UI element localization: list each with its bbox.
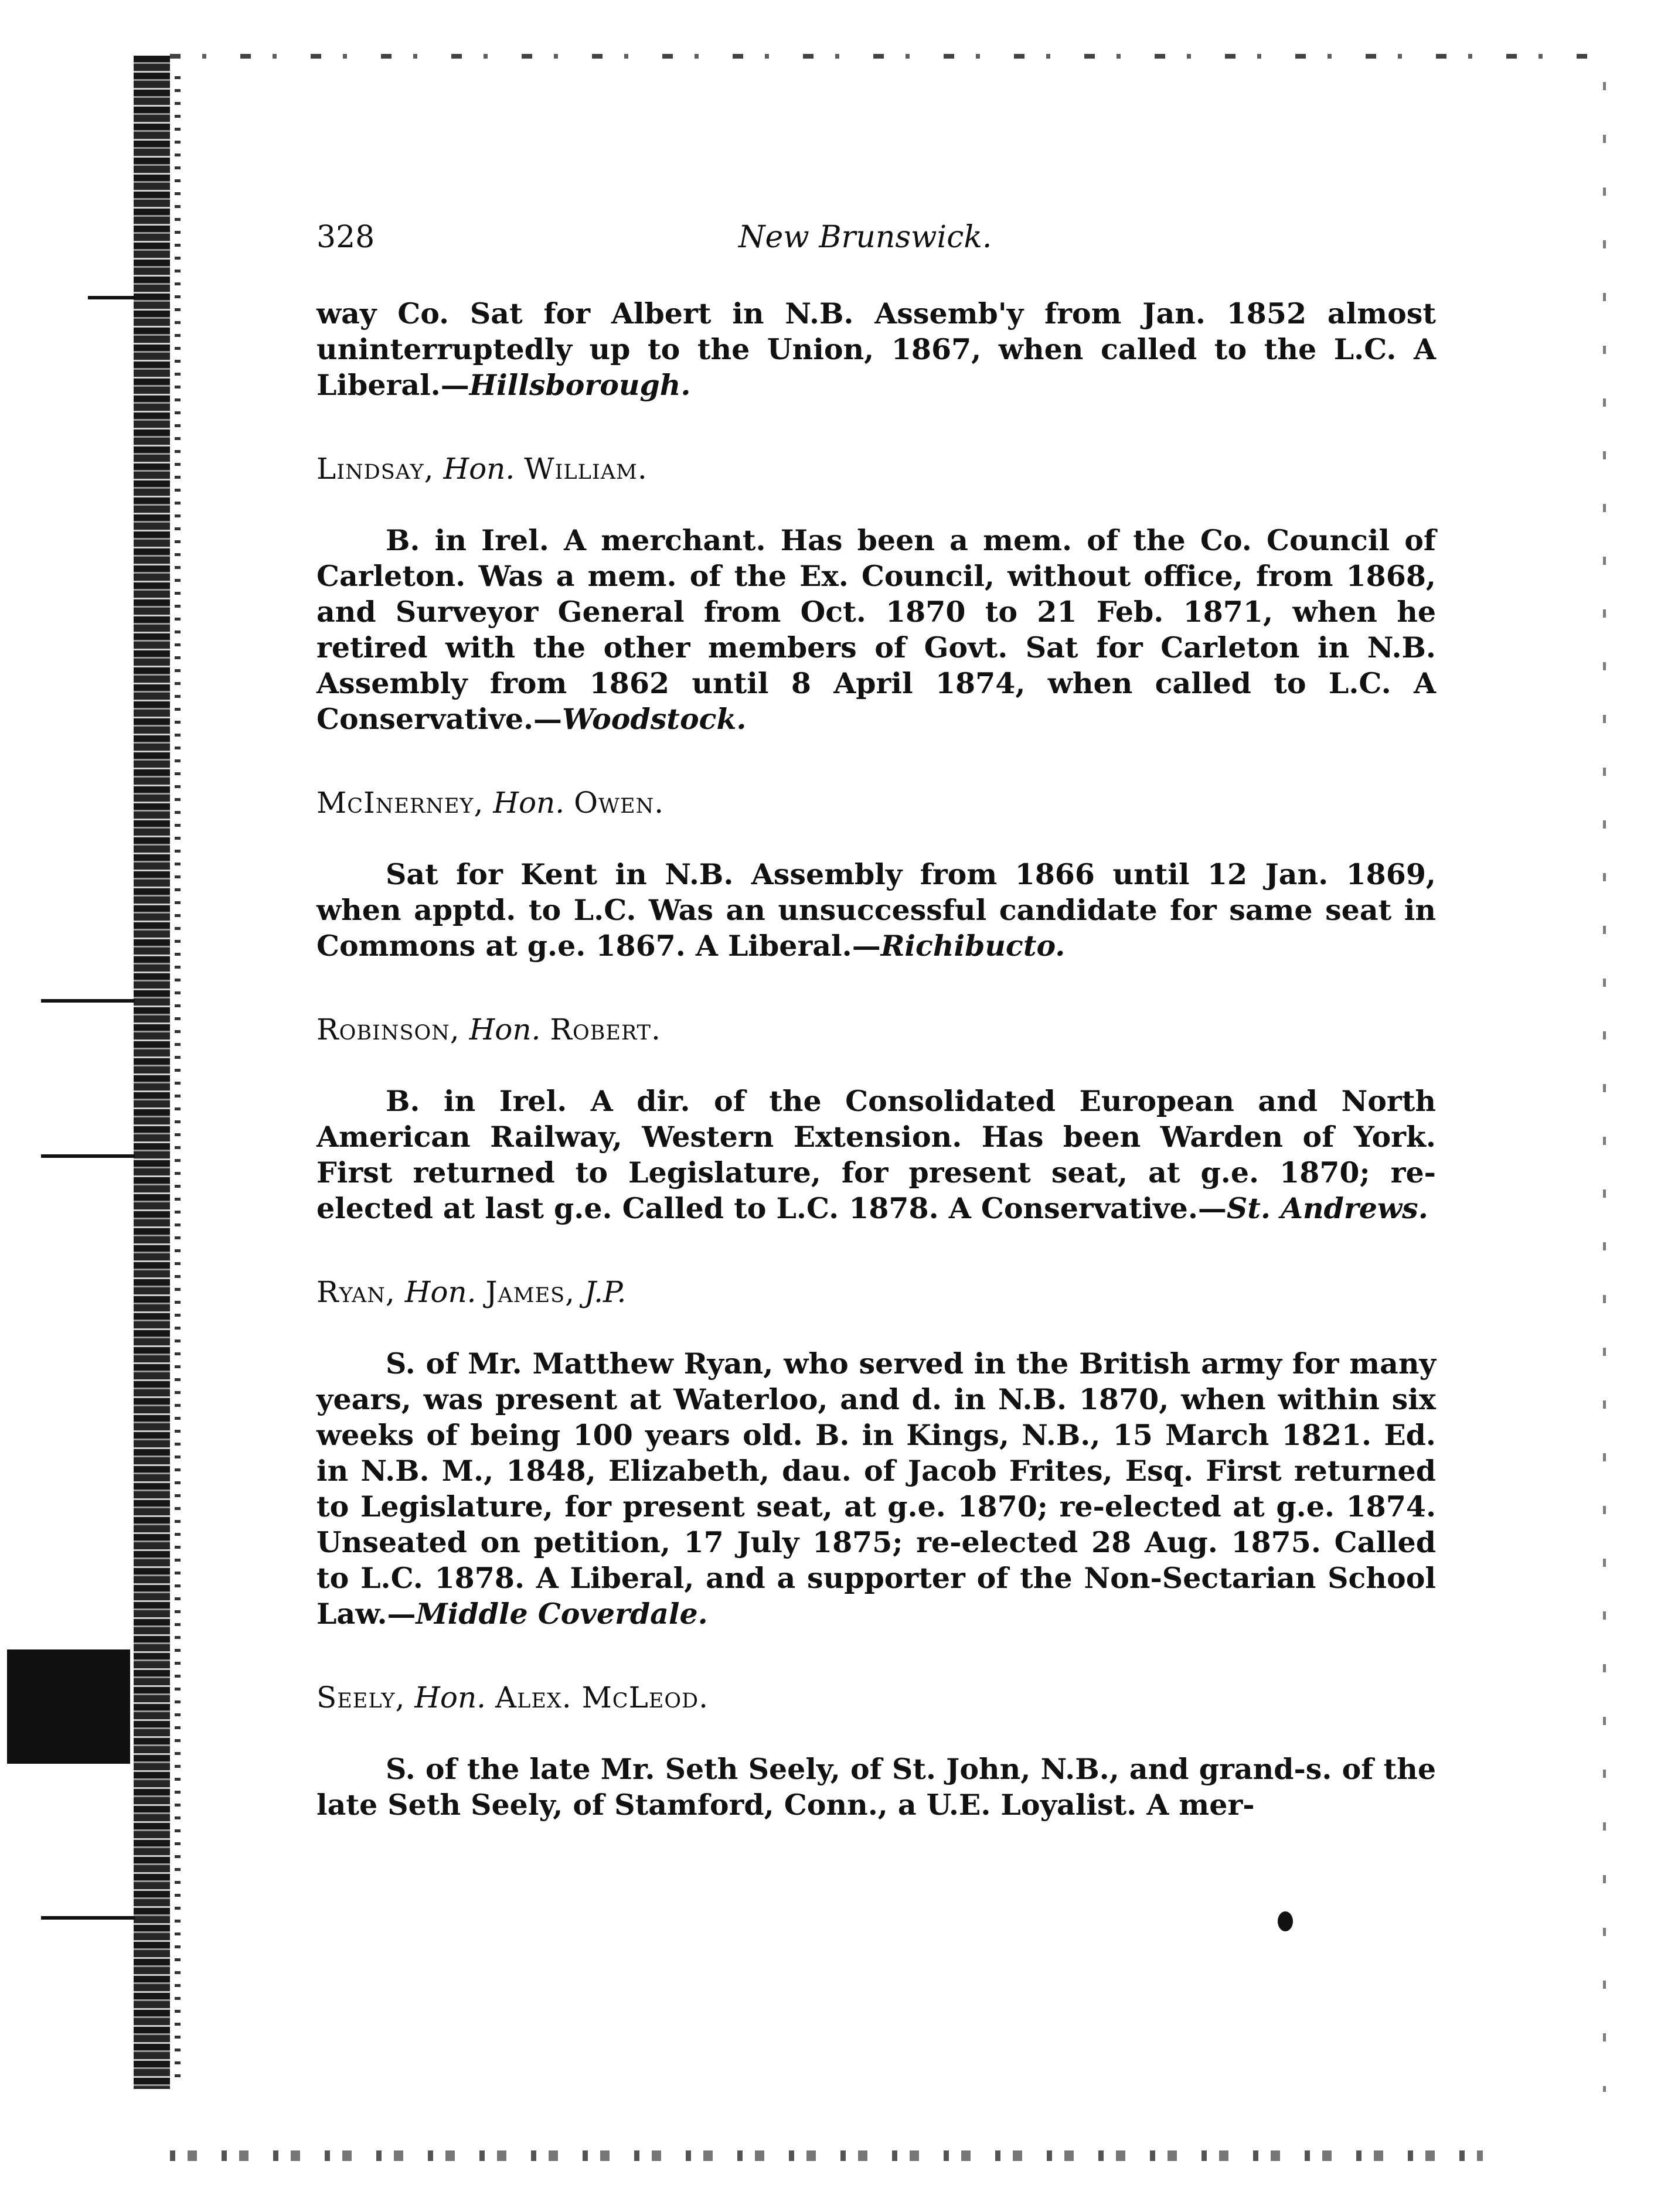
binding-shadow — [175, 76, 181, 2080]
continuation-paragraph: way Co. Sat for Albert in N.B. Assemb'y from Jan. 1852 almost uninterruptedly up to the Union, 1867, when called to the L.C. A Liberal.—Hillsborough. — [316, 296, 1436, 402]
entry-heading — [316, 1012, 1436, 1047]
running-title: New Brunswick. — [738, 220, 992, 255]
entry-given-name: James, — [485, 1275, 576, 1309]
entry-surname: Ryan, — [316, 1275, 396, 1309]
binding-edge — [134, 56, 170, 2089]
entry-body: Sat for Kent in N.B. Assembly from 1866 until 12 Jan. 1869, when apptd. to L.C. Was an unsuccessful candidate for same seat in Commons at g.e. 1867. A Liberal.—Richibucto. — [316, 857, 1436, 963]
binding-mark — [88, 296, 135, 299]
page-number: 328 — [316, 220, 375, 255]
entry-heading — [316, 785, 1436, 820]
entry-surname: Lindsay, — [316, 452, 434, 486]
entry-body: S. of Mr. Matthew Ryan, who served in the British army for many years, was present at Waterloo, and d. in N.B. 1870, when within six weeks of being 100 years old. B. in Kings, N.B., 15 March 1821. Ed. in N.B. M., 1848, Elizabeth, dau. of Jacob Frites, Esq. First returned to Legislature, for present seat, at g.e. 1870; re-elected at g.e. 1874. Unseated on petition, 17 July 1875; re-elected 28 Aug. 1875. Called to L.C. 1878. A Liberal, and a supporter of the Non-Sectarian School Law.—Middle Coverdale. — [316, 1347, 1436, 1631]
entry-heading — [316, 1680, 1436, 1715]
binding-dark-patch — [7, 1649, 130, 1764]
entry-title: Hon. — [414, 1681, 486, 1715]
entry-title: Hon. — [404, 1275, 476, 1309]
binding-mark — [41, 1916, 135, 1920]
running-head — [316, 220, 1430, 261]
binding-mark — [41, 1154, 135, 1158]
entry-given-name: Alex. McLeod. — [495, 1681, 709, 1715]
entry-given-name: Owen. — [574, 786, 665, 820]
entry-given-name: William. — [524, 452, 648, 486]
scan-top-border — [170, 54, 1588, 59]
entry-place: Woodstock. — [562, 702, 747, 736]
entry-title: Hon. — [493, 786, 565, 820]
entry-surname: McInerney, — [316, 786, 484, 820]
entry-heading — [316, 451, 1436, 486]
entry-given-name: Robert. — [550, 1013, 661, 1047]
entry-place: Hillsborough. — [469, 368, 691, 402]
entry-surname: Robinson, — [316, 1013, 460, 1047]
entry-body: B. in Irel. A dir. of the Consolidated European and North American Railway, Western Extension. Has been Warden of York. First returned to Legislature, for present seat, at g.e. 1870; re-elected at last g.e. Called to L.C. 1878. A Conservative.—St. Andrews. — [316, 1084, 1436, 1225]
entry-surname: Seely, — [316, 1681, 406, 1715]
scan-bottom-border — [170, 2150, 1483, 2161]
entry-suffix: J.P. — [584, 1275, 627, 1309]
entry-place: St. Andrews. — [1226, 1191, 1428, 1225]
binding-mark — [41, 999, 135, 1003]
entry-heading — [316, 1274, 1436, 1310]
text-block — [316, 296, 1436, 1823]
entry-title: Hon. — [443, 452, 515, 486]
ink-spot — [1278, 1911, 1293, 1931]
entry-place: Richibucto. — [880, 929, 1066, 963]
scan-right-border — [1603, 82, 1606, 2092]
entry-title: Hon. — [469, 1013, 541, 1047]
entry-body: S. of the late Mr. Seth Seely, of St. John, N.B., and grand-s. of the late Seth Seely, of Stamford, Conn., a U.E. Loyalist. A mer- — [316, 1752, 1436, 1822]
entry-body: B. in Irel. A merchant. Has been a mem. of the Co. Council of Carleton. Was a mem. of the Ex. Council, without office, from 1868, and Surveyor General from Oct. 1870 to 21 Feb. 1871, when he retired with the other members of Govt. Sat for Carleton in N.B. Assembly from 1862 until 8 April 1874, when called to L.C. A Conservative.—Woodstock. — [316, 523, 1436, 736]
entry-place: Middle Coverdale. — [416, 1597, 708, 1631]
